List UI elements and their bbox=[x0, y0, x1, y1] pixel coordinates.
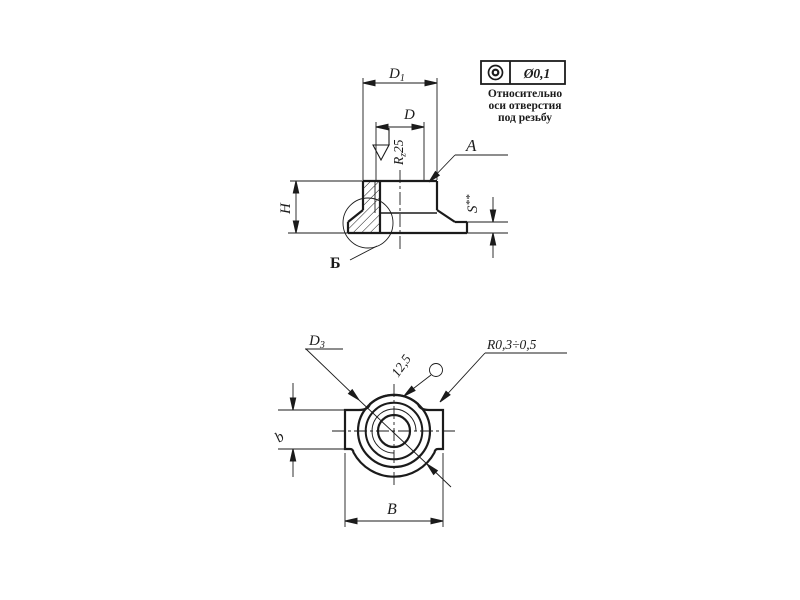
dim-s-label: S** bbox=[464, 194, 481, 213]
contour-roughness-circle bbox=[430, 364, 443, 377]
dim-b-width-label: B bbox=[387, 501, 397, 518]
detail-b-leader bbox=[350, 246, 377, 260]
section-view bbox=[278, 66, 508, 272]
dim-d-label: D bbox=[404, 107, 415, 123]
thread-roughness-symbol bbox=[373, 128, 389, 160]
fillet-radius-label: R0,3÷0,5 bbox=[487, 337, 537, 352]
tolerance-note bbox=[488, 88, 563, 124]
plan-view bbox=[272, 333, 567, 527]
dim-b-height bbox=[278, 383, 345, 477]
thread-roughness-value: Rz25 bbox=[391, 139, 409, 165]
surface-a-label: A bbox=[466, 136, 477, 155]
dim-h-label: H bbox=[278, 203, 294, 214]
tolerance-callout bbox=[481, 61, 565, 124]
surface-a-callout bbox=[430, 155, 508, 181]
svg-text:Относительно: Относительно bbox=[487, 88, 563, 100]
fillet-radius-callout bbox=[441, 353, 567, 401]
svg-text:оси отверстия: оси отверстия bbox=[488, 100, 562, 112]
dim-b-height-label: b bbox=[272, 428, 288, 447]
contour-roughness-value: 12,5 bbox=[388, 351, 415, 380]
concentricity-icon bbox=[489, 66, 503, 80]
tolerance-value: Ø0,1 bbox=[523, 66, 551, 81]
dim-d1-label: $D_1$ bbox=[389, 66, 405, 84]
svg-text:под резьбу: под резьбу bbox=[497, 112, 553, 124]
detail-b-label: Б bbox=[330, 255, 341, 272]
dim-d3-label: $D_3$ bbox=[309, 333, 325, 351]
